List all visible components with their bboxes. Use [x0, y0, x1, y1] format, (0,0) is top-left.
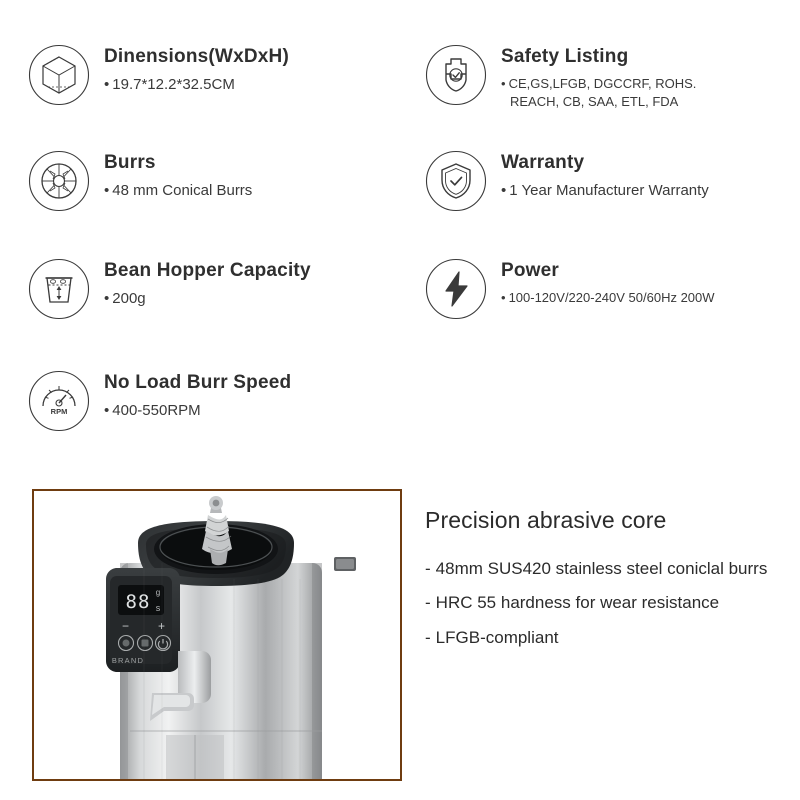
feature-item-text: LFGB-compliant	[435, 627, 559, 647]
spec-detail-text: 1 Year Manufacturer Warranty	[509, 181, 709, 199]
bullet-glyph: •	[104, 181, 110, 199]
spec-item-power	[425, 258, 715, 320]
dash-glyph: -	[425, 559, 431, 578]
lightning-bolt-icon	[425, 258, 487, 320]
spec-item-burr-speed	[28, 370, 291, 432]
feature-section	[0, 470, 800, 800]
spec-detail-text: 200g	[112, 289, 146, 307]
spec-detail	[104, 181, 252, 201]
dash-glyph: -	[425, 593, 431, 613]
spec-detail-text: 19.7*12.2*32.5CM	[112, 75, 235, 93]
svg-text:BRAND: BRAND	[111, 656, 145, 665]
spec-text-warranty	[501, 150, 709, 201]
spec-detail-text: CE,GS,LFGB, DGCCRF, ROHS.	[508, 75, 697, 91]
safety-shield-cross-icon	[425, 44, 487, 106]
bean-hopper-icon	[28, 258, 90, 320]
feature-item-text: 48mm SUS420 stainless steel coniclal burrs	[435, 559, 768, 578]
burr-disc-icon	[28, 150, 90, 212]
svg-text:g: g	[155, 588, 161, 597]
spec-title: Dinensions(WxDxH)	[104, 46, 289, 67]
spec-detail	[104, 289, 311, 309]
svg-text:88: 88	[125, 591, 151, 613]
feature-list-item	[425, 625, 785, 651]
spec-title: Burrs	[104, 152, 156, 173]
feature-list	[425, 556, 785, 651]
spec-title: Power	[501, 260, 560, 281]
dash-glyph: -	[425, 627, 431, 647]
feature-item-text: HRC 55 hardness for wear resistance	[435, 593, 720, 613]
spec-item-safety-listing	[425, 44, 696, 110]
product-photo-frame	[32, 489, 402, 781]
spec-detail-text: 400-550RPM	[112, 401, 201, 419]
rpm-gauge-icon	[28, 370, 90, 432]
spec-text-hopper	[104, 258, 311, 309]
spec-detail	[104, 75, 289, 95]
product-photo	[34, 491, 400, 779]
spec-title: Warranty	[501, 152, 585, 173]
spec-detail-line2: REACH, CB, SAA, ETL, FDA	[510, 94, 679, 110]
spec-item-hopper	[28, 258, 311, 320]
svg-text:−: −	[122, 619, 130, 633]
feature-text-block	[425, 507, 785, 659]
spec-title: Bean Hopper Capacity	[104, 260, 311, 281]
svg-text:+: +	[158, 619, 166, 633]
bullet-glyph: •	[501, 181, 507, 199]
feature-title: Precision abrasive core	[425, 507, 667, 533]
shield-check-icon	[425, 150, 487, 212]
spec-text-safety-listing	[501, 44, 696, 110]
spec-title: No Load Burr Speed	[104, 372, 292, 393]
spec-title: Safety Listing	[501, 46, 629, 67]
svg-text:RPM: RPM	[50, 407, 68, 416]
spec-detail-text: 100-120V/220-240V 50/60Hz 200W	[508, 289, 715, 305]
cube-dimensions-icon	[28, 44, 90, 106]
spec-text-dimensions	[104, 44, 289, 95]
spec-item-dimensions	[28, 44, 289, 106]
bullet-glyph: •	[501, 75, 506, 91]
spec-item-warranty	[425, 150, 709, 212]
spec-detail	[104, 401, 291, 421]
bullet-glyph: •	[104, 401, 110, 419]
spec-text-burrs	[104, 150, 252, 201]
spec-item-burrs	[28, 150, 252, 212]
spec-text-burr-speed	[104, 370, 291, 421]
feature-list-item	[425, 590, 785, 616]
bullet-glyph: •	[104, 75, 110, 93]
spec-detail-text: 48 mm Conical Burrs	[112, 181, 253, 199]
bullet-glyph: •	[104, 289, 110, 307]
spec-text-power	[501, 258, 715, 306]
spec-detail	[501, 289, 715, 306]
bullet-glyph: •	[501, 289, 506, 305]
spec-detail	[501, 181, 709, 201]
spec-detail	[501, 75, 696, 92]
feature-list-item	[425, 556, 785, 582]
svg-text:s: s	[155, 603, 161, 613]
